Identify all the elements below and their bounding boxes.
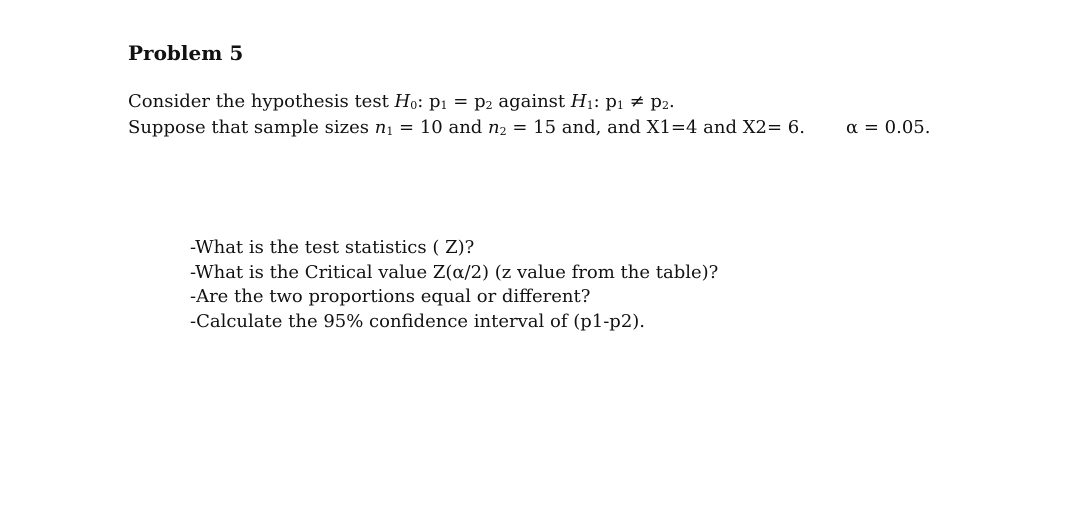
alt-hypothesis-subscript: 1 (586, 99, 594, 112)
alt-hypothesis-p2-subscript: 2 (661, 99, 669, 112)
n2-subscript: 2 (499, 125, 507, 138)
null-hypothesis-p1-subscript: 1 (440, 99, 448, 112)
alt-hypothesis-text-a: : p (593, 91, 617, 112)
null-hypothesis-p2-subscript: 2 (485, 99, 493, 112)
hypothesis-period: . (668, 91, 675, 112)
question-list (190, 236, 718, 334)
n1-subscript: 1 (386, 125, 394, 138)
null-hypothesis-symbol: H (394, 91, 411, 112)
question-item: -What is the test statistics ( Z)? (190, 237, 475, 258)
alpha-level: α = 0.05. (846, 117, 931, 138)
null-hypothesis-subscript: 0 (410, 99, 418, 112)
question-item: -Are the two proportions equal or different? (190, 286, 591, 307)
null-hypothesis-equals: = p (447, 91, 486, 112)
sample-sizes-prefix: Suppose that sample sizes (128, 117, 375, 138)
n2-and-counts: = 15 and, and X1=4 and X2= 6. (506, 117, 805, 138)
null-hypothesis-text-a: : p (417, 91, 441, 112)
question-item: -Calculate the 95% confidence interval of (p1-p2). (190, 310, 646, 332)
alt-hypothesis-p1-subscript: 1 (616, 99, 624, 112)
n2-symbol: n (488, 117, 500, 138)
problem-title: Problem 5 (128, 41, 244, 65)
question-item: -What is the Critical value Z(α/2) (z value from the table)? (190, 261, 719, 283)
alt-hypothesis-symbol: H (570, 91, 587, 112)
hypothesis-statement (128, 90, 675, 114)
n1-value: = 10 and (393, 117, 489, 138)
against-text: against (492, 91, 571, 112)
sample-sizes-statement (128, 116, 805, 140)
alt-hypothesis-not-equal: ≠ p (623, 91, 662, 112)
hypothesis-prefix: Consider the hypothesis test (128, 91, 395, 112)
n1-symbol: n (374, 117, 387, 138)
